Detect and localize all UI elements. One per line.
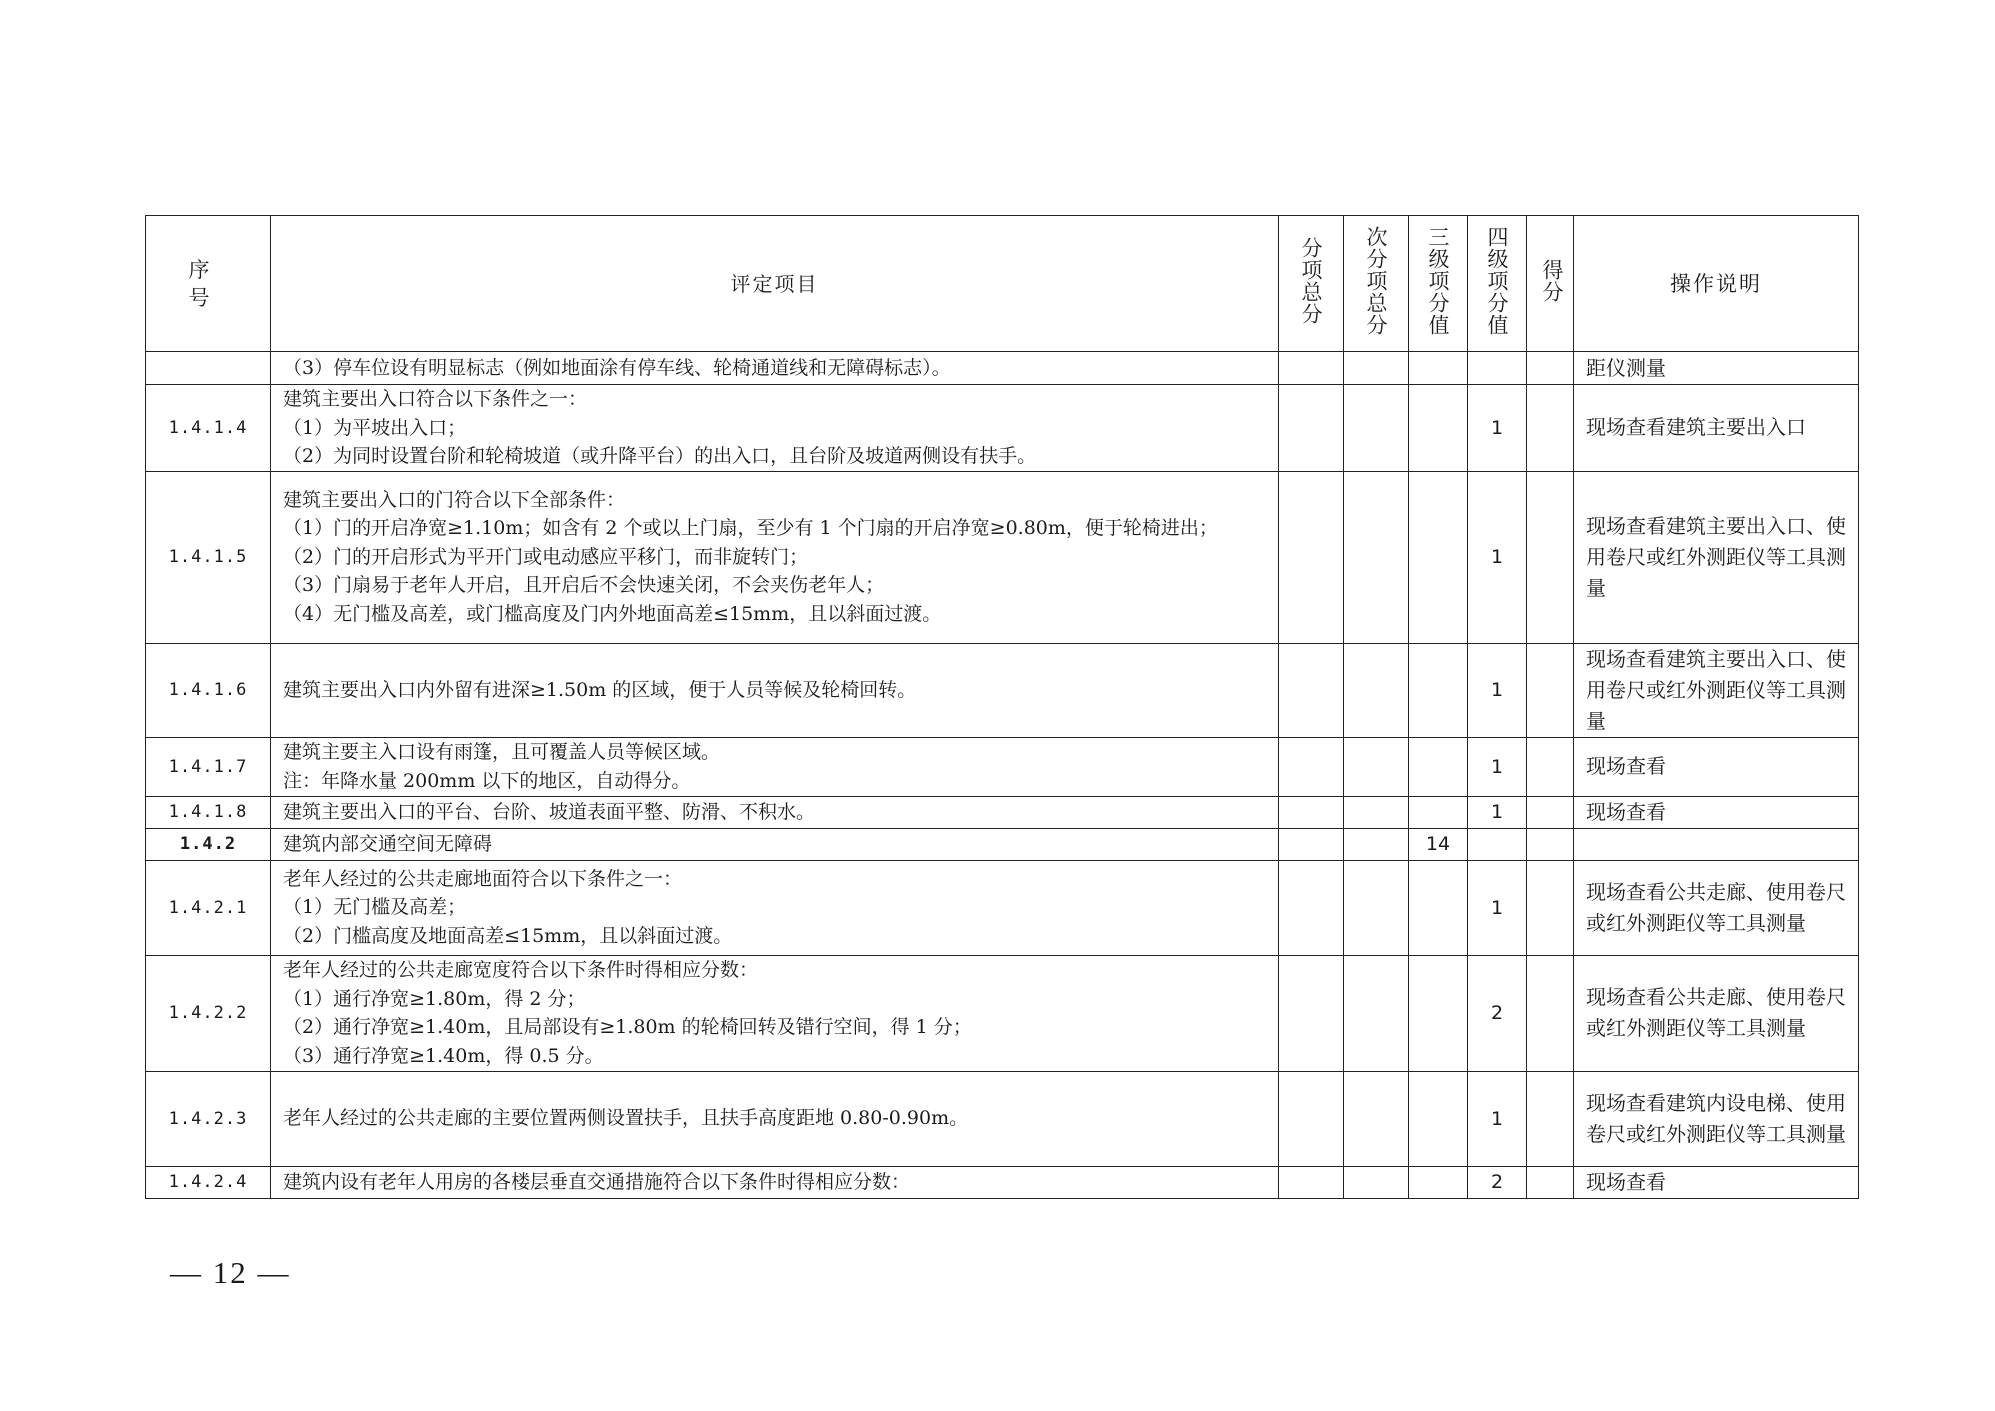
- row-level4: 1: [1468, 471, 1527, 643]
- row-level4: 2: [1468, 955, 1527, 1071]
- row-total-cell: [1279, 796, 1344, 828]
- row-obtained-cell: [1527, 860, 1574, 955]
- section-row: [146, 828, 1859, 860]
- row-level3: [1409, 1071, 1468, 1166]
- item-line: （2）通行净宽≥1.40m，且局部设有≥1.80m 的轮椅回转及错行空间，得 1 分；: [283, 1016, 972, 1038]
- row-obtained-cell: [1527, 955, 1574, 1071]
- row-note: 现场查看: [1574, 737, 1859, 796]
- row-level4: 1: [1468, 1071, 1527, 1166]
- row-id: 1.4.1.8: [146, 796, 271, 828]
- row-level3: [1409, 471, 1468, 643]
- row-item: [271, 352, 1279, 385]
- header-row: [146, 216, 1859, 352]
- row-note: 现场查看建筑主要出入口、使用卷尺或红外测距仪等工具测量: [1574, 471, 1859, 643]
- header-seq: 序 号: [146, 216, 271, 352]
- row-sub-cell: [1344, 352, 1409, 385]
- row-total-cell: [1279, 955, 1344, 1071]
- row-obtained-cell: [1527, 352, 1574, 385]
- item-line: （3）停车位设有明显标志（例如地面涂有停车线、轮椅通道线和无障碍标志）。: [283, 356, 951, 379]
- item-line: 老年人经过的公共走廊宽度符合以下条件时得相应分数：: [283, 959, 759, 981]
- row-item: [271, 737, 1279, 796]
- row-note: 现场查看建筑内设电梯、使用卷尺或红外测距仪等工具测量: [1574, 1071, 1859, 1166]
- row-note: 现场查看: [1574, 1166, 1859, 1198]
- row-sub-cell: [1344, 796, 1409, 828]
- item-line: 建筑内设有老年人用房的各楼层垂直交通措施符合以下条件时得相应分数：: [283, 1170, 911, 1193]
- row-total-cell: [1279, 737, 1344, 796]
- item-line: （2）门槛高度及地面高差≤15mm，且以斜面过渡。: [283, 924, 733, 947]
- header-level3-score: 三级项分值: [1409, 216, 1468, 352]
- row-level4: 1: [1468, 643, 1527, 737]
- row-sub-cell: [1344, 737, 1409, 796]
- table-row: [146, 737, 1859, 796]
- page-number: — 12 —: [170, 1255, 291, 1290]
- row-level3: [1409, 643, 1468, 737]
- row-note: [1574, 828, 1859, 860]
- row-sub-cell: [1344, 1071, 1409, 1166]
- row-level4: [1468, 828, 1527, 860]
- row-sub-cell: [1344, 385, 1409, 472]
- row-id: 1.4.1.6: [146, 643, 271, 737]
- row-total-cell: [1279, 385, 1344, 472]
- table-row: [146, 352, 1859, 385]
- row-level3: [1409, 385, 1468, 472]
- item-line: （2）门的开启形式为平开门或电动感应平移门，而非旋转门；: [283, 545, 809, 568]
- row-sub-cell: [1344, 643, 1409, 737]
- row-item: [271, 385, 1279, 472]
- row-item: [271, 643, 1279, 737]
- row-total-cell: [1279, 1071, 1344, 1166]
- header-sub-score: 次分项总分: [1344, 216, 1409, 352]
- row-obtained-cell: [1527, 828, 1574, 860]
- row-id: 1.4.1.4: [146, 385, 271, 472]
- row-id: 1.4.2.2: [146, 955, 271, 1071]
- row-item: [271, 860, 1279, 955]
- row-sub-cell: [1344, 1166, 1409, 1198]
- row-item: [271, 1071, 1279, 1166]
- row-id: 1.4.1.7: [146, 737, 271, 796]
- item-line: 建筑内部交通空间无障碍: [283, 832, 493, 855]
- header-operation-note: 操作说明: [1574, 216, 1859, 352]
- table-row: [146, 860, 1859, 955]
- row-level4: 1: [1468, 385, 1527, 472]
- section-title: [271, 828, 1279, 860]
- row-level3: [1409, 1166, 1468, 1198]
- table-row: [146, 796, 1859, 828]
- row-obtained-cell: [1527, 796, 1574, 828]
- table-row: [146, 955, 1859, 1071]
- row-level3: [1409, 796, 1468, 828]
- row-sub-cell: [1344, 955, 1409, 1071]
- row-id: 1.4.2.1: [146, 860, 271, 955]
- item-line: （3）通行净宽≥1.40m，得 0.5 分。: [283, 1044, 604, 1067]
- header-level4-score: 四级项分值: [1468, 216, 1527, 352]
- row-obtained-cell: [1527, 643, 1574, 737]
- row-total-cell: [1279, 471, 1344, 643]
- row-level3: [1409, 352, 1468, 385]
- header-total-score: 分项总分: [1279, 216, 1344, 352]
- row-obtained-cell: [1527, 737, 1574, 796]
- row-level4: 1: [1468, 860, 1527, 955]
- row-level3: [1409, 955, 1468, 1071]
- item-line: （1）通行净宽≥1.80m，得 2 分；: [283, 987, 586, 1010]
- row-total-cell: [1279, 352, 1344, 385]
- row-item: [271, 471, 1279, 643]
- row-obtained-cell: [1527, 385, 1574, 472]
- row-sub-cell: [1344, 860, 1409, 955]
- table-row: [146, 643, 1859, 737]
- row-level3: [1409, 860, 1468, 955]
- row-item: [271, 1166, 1279, 1198]
- row-obtained-cell: [1527, 1071, 1574, 1166]
- evaluation-table: [145, 215, 1859, 1199]
- row-level3: [1409, 737, 1468, 796]
- item-line: 老年人经过的公共走廊的主要位置两侧设置扶手，且扶手高度距地 0.80-0.90m。: [283, 1107, 969, 1130]
- item-line: （1）无门槛及高差；: [283, 896, 467, 919]
- item-line: （4）无门槛及高差，或门槛高度及门内外地面高差≤15mm，且以斜面过渡。: [283, 602, 942, 625]
- row-total-cell: [1279, 1166, 1344, 1198]
- row-note: 现场查看公共走廊、使用卷尺或红外测距仪等工具测量: [1574, 955, 1859, 1071]
- row-note: 现场查看建筑主要出入口、使用卷尺或红外测距仪等工具测量: [1574, 643, 1859, 737]
- table-row: [146, 1071, 1859, 1166]
- row-total-cell: [1279, 643, 1344, 737]
- item-line: 建筑主要主入口设有雨篷，且可覆盖人员等候区域。: [283, 741, 721, 763]
- item-line: （3）门扇易于老年人开启，且开启后不会快速关闭，不会夹伤老年人；: [283, 574, 885, 597]
- row-total-cell: [1279, 828, 1344, 860]
- row-id: [146, 352, 271, 385]
- row-note: 现场查看公共走廊、使用卷尺或红外测距仪等工具测量: [1574, 860, 1859, 955]
- row-note: 现场查看: [1574, 796, 1859, 828]
- table-row: [146, 1166, 1859, 1198]
- header-obtained-score: 得分: [1527, 216, 1574, 352]
- table-row: [146, 385, 1859, 472]
- row-level4: [1468, 352, 1527, 385]
- item-line: 建筑主要出入口的门符合以下全部条件：: [283, 488, 626, 511]
- header-item: 评定项目: [271, 216, 1279, 352]
- row-obtained-cell: [1527, 1166, 1574, 1198]
- table-row: [146, 471, 1859, 643]
- row-sub-cell: [1344, 471, 1409, 643]
- row-id: 1.4.1.5: [146, 471, 271, 643]
- row-level4: 1: [1468, 796, 1527, 828]
- row-note: 距仪测量: [1574, 352, 1859, 385]
- item-line: 建筑主要出入口内外留有进深≥1.50m 的区域，便于人员等候及轮椅回转。: [283, 678, 917, 701]
- item-line: 老年人经过的公共走廊地面符合以下条件之一：: [283, 867, 683, 890]
- row-item: [271, 796, 1279, 828]
- item-line: 注：年降水量 200mm 以下的地区，自动得分。: [283, 769, 691, 792]
- section-id: 1.4.2: [146, 828, 271, 860]
- row-obtained-cell: [1527, 471, 1574, 643]
- row-level4: 2: [1468, 1166, 1527, 1198]
- row-id: 1.4.2.3: [146, 1071, 271, 1166]
- row-note: 现场查看建筑主要出入口: [1574, 385, 1859, 472]
- row-sub-cell: [1344, 828, 1409, 860]
- item-line: （1）门的开启净宽≥1.10m；如含有 2 个或以上门扇，至少有 1 个门扇的开启净宽≥0.80m，便于轮椅进出；: [283, 517, 1218, 540]
- item-line: （1）为平坡出入口；: [283, 416, 467, 439]
- row-level4: 1: [1468, 737, 1527, 796]
- row-item: [271, 955, 1279, 1071]
- row-total-cell: [1279, 860, 1344, 955]
- item-line: （2）为同时设置台阶和轮椅坡道（或升降平台）的出入口，且台阶及坡道两侧设有扶手。: [283, 445, 1037, 467]
- row-id: 1.4.2.4: [146, 1166, 271, 1198]
- row-level3: 14: [1409, 828, 1468, 860]
- item-line: 建筑主要出入口符合以下条件之一：: [283, 388, 588, 410]
- item-line: 建筑主要出入口的平台、台阶、坡道表面平整、防滑、不积水。: [283, 800, 816, 823]
